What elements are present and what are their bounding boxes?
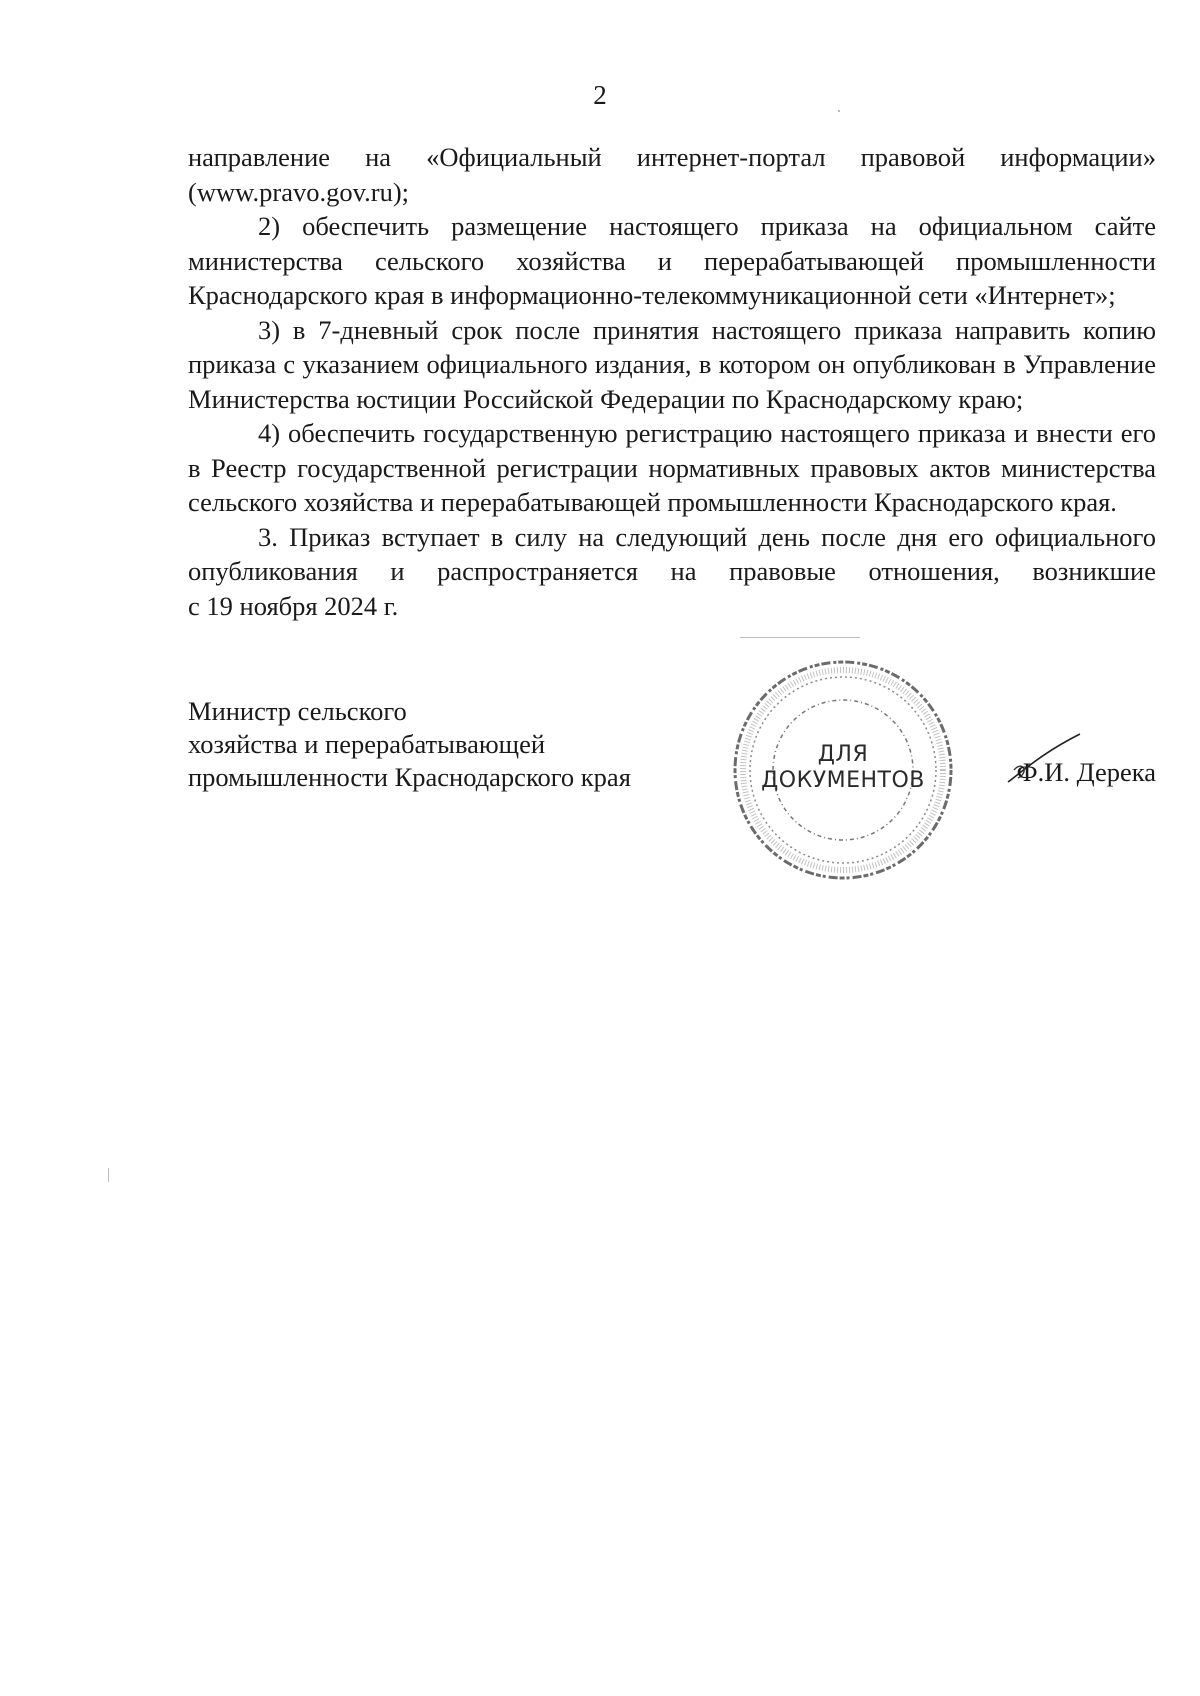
signatory-name: Ф.И. Дерека	[1016, 757, 1156, 787]
paragraph-effective-date: 3. Приказ вступает в силу на следующий день после дня его официального опубликования и распространяется на правовые отношения, возникшие	[188, 521, 1156, 586]
stamp-text-line: ДЛЯ	[817, 742, 869, 767]
scan-speck	[740, 637, 860, 638]
paragraph-item-3: 3) в 7-дневный срок после принятия настоящего приказа направить копию приказа с указанием официального издания, в котором он опубликован в Управление Министерства юстиции Российской Федерации по Краснодарскому краю;	[188, 314, 1156, 414]
stamp-text-line: ДОКУМЕНТОВ	[761, 768, 925, 793]
paragraph-item-2: 2) обеспечить размещение настоящего приказа на официальном сайте министерства сельского хозяйства и перерабатывающей промышленности Краснодарского края в информационно-телекоммуникационной сети «Интернет»;	[188, 211, 1156, 310]
paragraph-portal-direction: направление на «Официальный интернет-портал правовой информации» (www.pravo.gov.ru);	[188, 142, 1156, 207]
signatory-position	[188, 695, 631, 794]
document-body	[188, 140, 1156, 623]
scan-speck	[108, 1168, 109, 1182]
signatory-position-line: Министр сельского	[188, 696, 407, 726]
scan-speck	[838, 110, 840, 112]
signatory-position-line: промышленности Краснодарского края	[188, 762, 631, 792]
page-number: 2	[593, 80, 607, 110]
paragraph-effective-date-tail: с 19 ноября 2024 г.	[188, 590, 399, 621]
signatory-position-line: хозяйства и перерабатывающей	[188, 729, 546, 759]
paragraph-item-4: 4) обеспечить государственную регистрацию настоящего приказа и внести его в Реестр государственной регистрации нормативных правовых актов министерства сельского хозяйства и перерабатывающей промышленности Краснодарского края.	[188, 418, 1156, 517]
